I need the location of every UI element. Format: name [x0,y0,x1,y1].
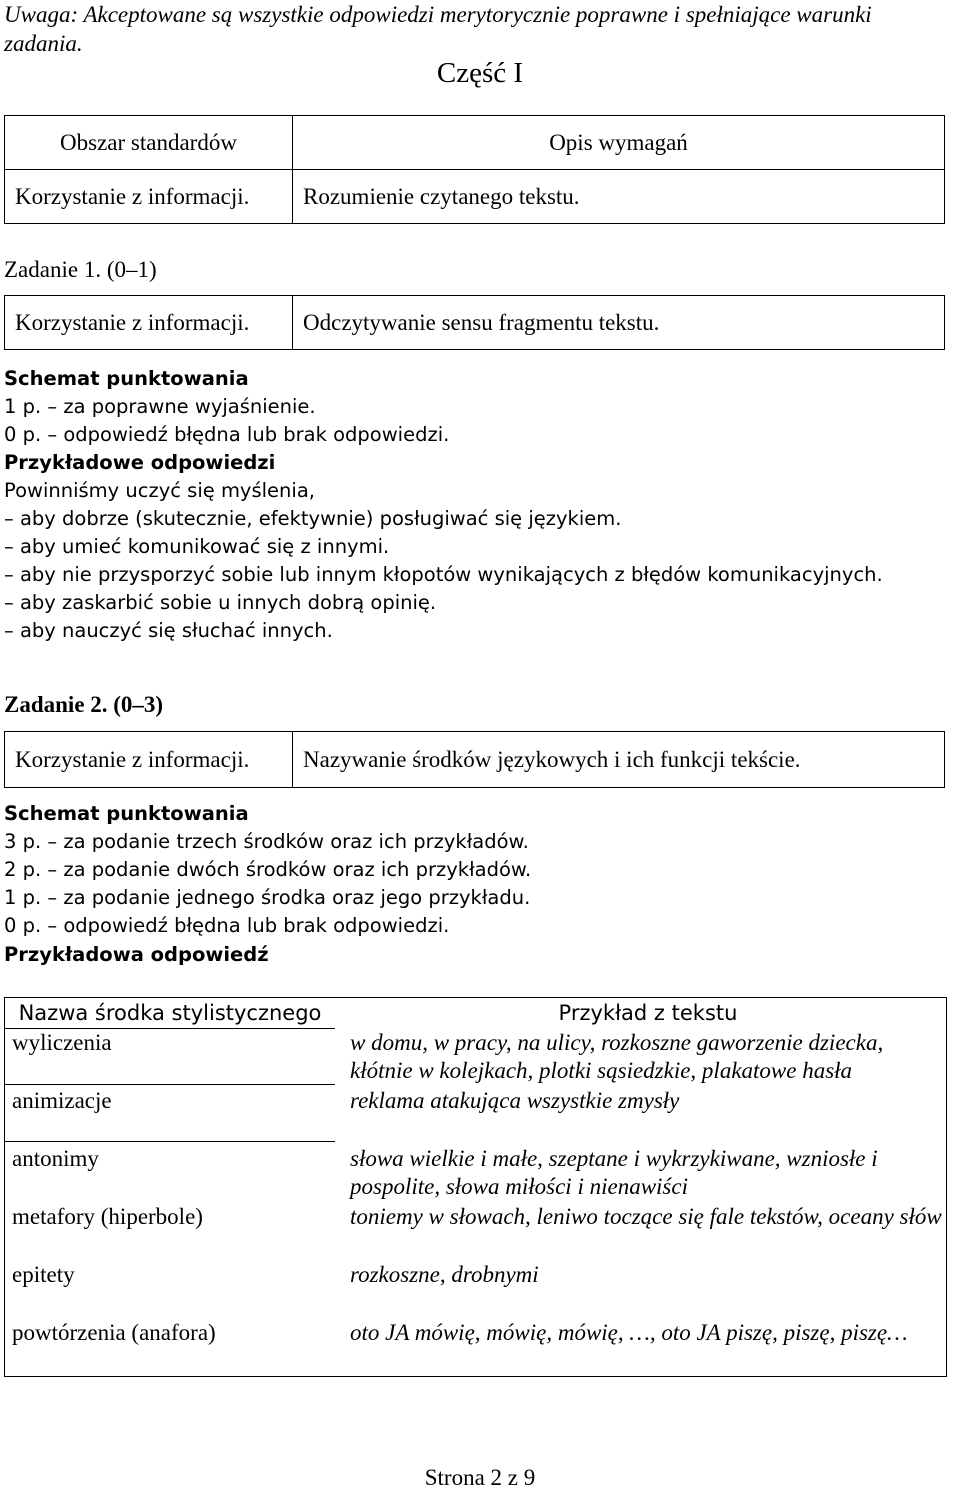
device-example: reklama atakująca wszystkie zmysły [350,1088,680,1113]
task-1-area: Korzystanie z informacji. [5,296,293,350]
device-example: oto JA mówię, mówię, mówię, …, oto JA piszę, piszę, piszę… [350,1320,908,1345]
device-example: słowa wielkie i małe, szeptane i wykrzykiwane, wzniosłe i pospolite, słowa miłości i nienawiści [350,1146,878,1199]
task-2-table [4,731,945,788]
note-text: Uwaga: Akceptowane są wszystkie odpowiedzi merytorycznie poprawne i spełniające warunki zadania. [4,2,872,56]
task-2-score-line: 2 p. – za podanie dwóch środków oraz ich przykładów. [4,858,532,881]
example-header: Przykład z tekstu [558,1001,738,1025]
task-1-scoring-title: Schemat punktowania [4,367,249,390]
task-2-requirement: Nazywanie środków językowych i ich funkcji tekście. [293,732,945,788]
task-2-score-line: 3 p. – za podanie trzech środków oraz ich przykładów. [4,830,529,853]
requirements-header: Opis wymagań [293,116,945,170]
task-2-area: Korzystanie z informacji. [5,732,293,788]
page-footer: Strona 2 z 9 [424,1465,536,1490]
task-2-scoring [4,800,531,969]
task-1-example-line: Powinniśmy uczyć się myślenia, [4,479,315,502]
device-example: w domu, w pracy, na ulicy, rozkoszne gaworzenie dziecka, kłótnie w kolejkach, plotki sąsiedzkie, plakatowe hasła [350,1030,884,1083]
task-2-title: Zadanie 2. (0–3) [4,692,164,717]
device-name-header: Nazwa środka stylistycznego [18,1001,322,1025]
task-1-scoring [4,365,883,645]
device-name: antonimy [12,1146,99,1171]
task-1-score-line: 0 p. – odpowiedź błędna lub brak odpowiedzi. [4,423,450,446]
task-2-scoring-title: Schemat punktowania [4,802,249,825]
task-2-example-title: Przykładowa odpowiedź [4,943,269,966]
standards-table [4,115,945,224]
device-example: toniemy w słowach, leniwo toczące się fale tekstów, oceany słów [350,1204,942,1229]
stylistic-devices-table [4,997,947,1377]
task-1-example-line: – aby dobrze (skutecznie, efektywnie) posługiwać się językiem. [4,507,622,530]
task-1-example-line: – aby nauczyć się słuchać innych. [4,619,333,642]
device-name: epitety [12,1262,75,1287]
task-1-example-line: – aby umieć komunikować się z innymi. [4,535,390,558]
task-1-example-line: – aby zaskarbić sobie u innych dobrą opinię. [4,591,437,614]
task-1-table [4,295,945,350]
task-2-score-line: 1 p. – za podanie jednego środka oraz jego przykładu. [4,886,531,909]
task-1-score-line: 1 p. – za poprawne wyjaśnienie. [4,395,316,418]
device-name: animizacje [12,1088,112,1113]
part-title: Część I [436,57,524,89]
device-name: metafory (hiperbole) [12,1204,203,1229]
task-1-title: Zadanie 1. (0–1) [4,257,157,282]
device-name: powtórzenia (anafora) [12,1320,216,1345]
device-name: wyliczenia [12,1030,112,1055]
device-example: rozkoszne, drobnymi [350,1262,539,1287]
standards-area-header: Obszar standardów [5,116,293,170]
requirements-value: Rozumienie czytanego tekstu. [293,170,945,224]
task-1-examples-title: Przykładowe odpowiedzi [4,451,276,474]
standards-area-value: Korzystanie z informacji. [5,170,293,224]
task-1-example-line: – aby nie przysporzyć sobie lub innym kłopotów wynikających z błędów komunikacyjnych. [4,563,883,586]
task-1-requirement: Odczytywanie sensu fragmentu tekstu. [293,296,945,350]
task-2-score-line: 0 p. – odpowiedź błędna lub brak odpowiedzi. [4,914,450,937]
